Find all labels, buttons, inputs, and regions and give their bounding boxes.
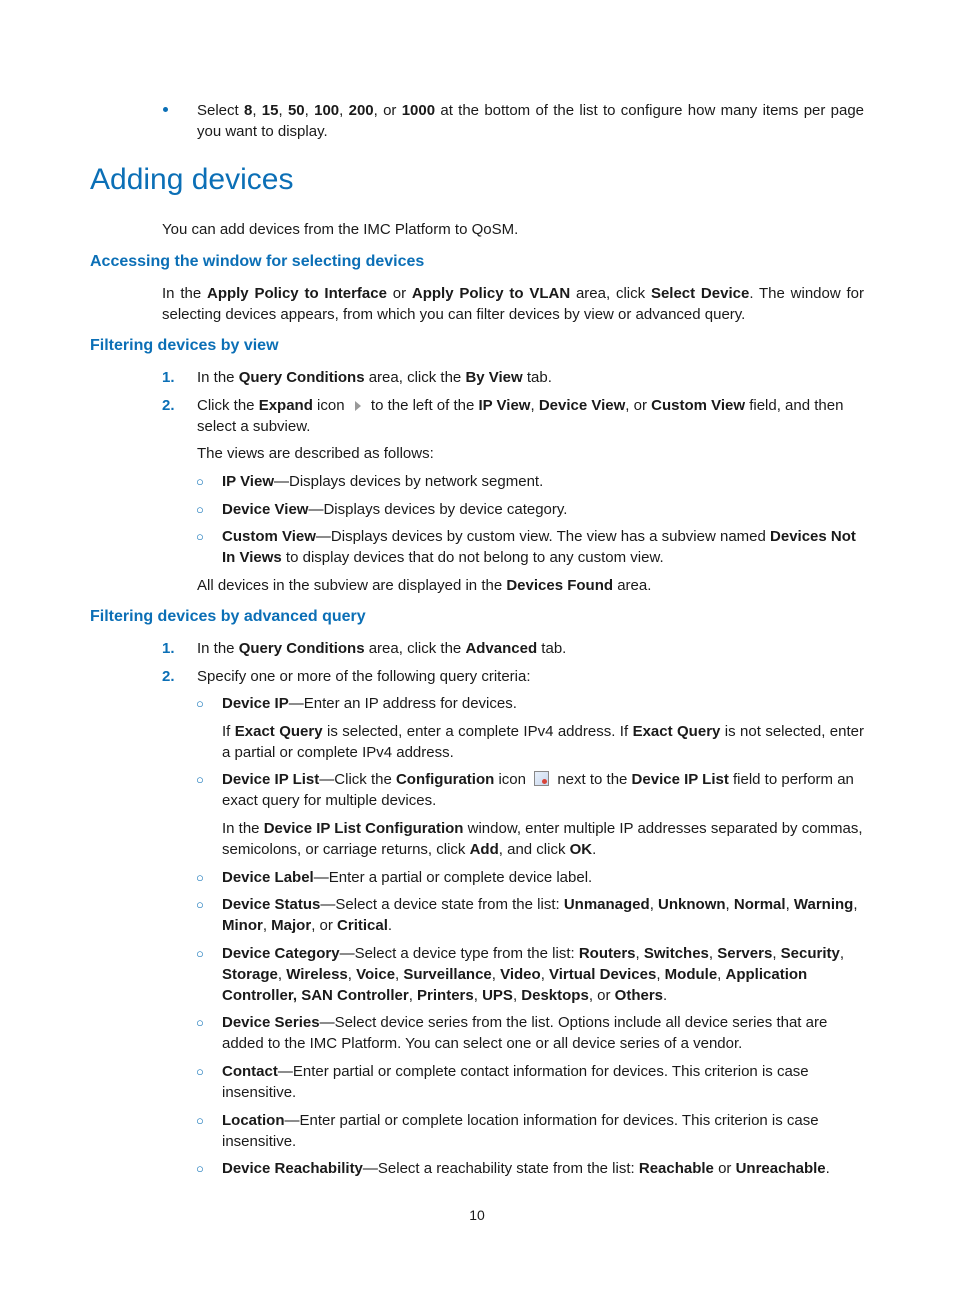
criterion-location: Location—Enter partial or complete location information for devices. This criterion is case insensitive.: [222, 1112, 819, 1150]
views-intro: The views are described as follows:: [197, 445, 434, 462]
view-device: Device View—Displays devices by device category.: [222, 501, 568, 518]
expand-icon: [355, 401, 361, 411]
by-view-step-2: Click the Expand icon to the left of the IP View, Device View, or Custom View field, and then select a subview.: [197, 397, 844, 435]
circle-bullet: ○: [196, 772, 204, 787]
circle-bullet: ○: [196, 897, 204, 912]
devices-found-note: All devices in the subview are displayed in the Devices Found area.: [197, 577, 652, 594]
circle-bullet: ○: [196, 1015, 204, 1030]
step-number: 2.: [162, 668, 175, 685]
view-ip: IP View—Displays devices by network segment.: [222, 473, 544, 490]
circle-bullet: ○: [196, 529, 204, 544]
step-number: 1.: [162, 369, 175, 386]
circle-bullet: ○: [196, 696, 204, 711]
criterion-device-ip-list: Device IP List—Click the Configuration icon next to the Device IP List field to perform an exact query for multiple devices.: [222, 771, 854, 809]
circle-bullet: ○: [196, 1161, 204, 1176]
criterion-device-status: Device Status—Select a device state from the list: Unmanaged, Unknown, Normal, Warning, Minor, Major, or Critical.: [222, 896, 858, 934]
circle-bullet: ○: [196, 1113, 204, 1128]
page-title: Adding devices: [90, 163, 294, 196]
configuration-icon: [534, 771, 549, 786]
bullet-dot: [163, 107, 168, 112]
section-title-accessing: Accessing the window for selecting devices: [90, 253, 425, 270]
circle-bullet: ○: [196, 946, 204, 961]
device-ip-note: If Exact Query is selected, enter a complete IPv4 address. If Exact Query is not selected, enter a partial or complete IPv4 address.: [222, 723, 864, 761]
step-number: 2.: [162, 397, 175, 414]
criterion-device-label: Device Label—Enter a partial or complete device label.: [222, 869, 593, 886]
section-title-advanced: Filtering devices by advanced query: [90, 608, 366, 625]
by-view-step-1: In the Query Conditions area, click the By View tab.: [197, 369, 552, 386]
circle-bullet: ○: [196, 474, 204, 489]
circle-bullet: ○: [196, 870, 204, 885]
circle-bullet: ○: [196, 502, 204, 517]
circle-bullet: ○: [196, 1064, 204, 1079]
view-custom: Custom View—Displays devices by custom view. The view has a subview named Devices Not In Views to display devices that do not belong to any custom view.: [222, 528, 856, 566]
advanced-step-2: Specify one or more of the following query criteria:: [197, 668, 531, 685]
criterion-device-reachability: Device Reachability—Select a reachability state from the list: Reachable or Unreachable.: [222, 1160, 830, 1177]
criterion-device-series: Device Series—Select device series from the list. Options include all device series that are added to the IMC Platform. You can select one or all device series of a vendor.: [222, 1014, 828, 1052]
advanced-step-1: In the Query Conditions area, click the Advanced tab.: [197, 640, 567, 657]
criterion-device-category: Device Category—Select a device type from the list: Routers, Switches, Servers, Security, Storage, Wireless, Voice, Surveillance, Video, Virtual Devices, Module, Application Controller, SAN Controller, Printers, UPS, Desktops, or Others.: [222, 945, 845, 1004]
items-per-page-bullet: Select 8, 15, 50, 100, 200, or 1000 at the bottom of the list to configure how many items per page you want to display.: [197, 102, 865, 140]
accessing-paragraph: In the Apply Policy to Interface or Apply Policy to VLAN area, click Select Device. The window for selecting devices appears, from which you can filter devices by view or advanced query.: [162, 285, 864, 323]
criterion-contact: Contact—Enter partial or complete contact information for devices. This criterion is case insensitive.: [222, 1063, 809, 1101]
page-number: 10: [469, 1207, 485, 1223]
step-number: 1.: [162, 640, 175, 657]
criterion-device-ip: Device IP—Enter an IP address for devices.: [222, 695, 517, 712]
device-ip-list-note: In the Device IP List Configuration window, enter multiple IP addresses separated by commas, semicolons, or carriage returns, click Add, and click OK.: [222, 820, 863, 858]
section-title-by-view: Filtering devices by view: [90, 337, 279, 354]
intro-text: You can add devices from the IMC Platform to QoSM.: [162, 221, 519, 238]
